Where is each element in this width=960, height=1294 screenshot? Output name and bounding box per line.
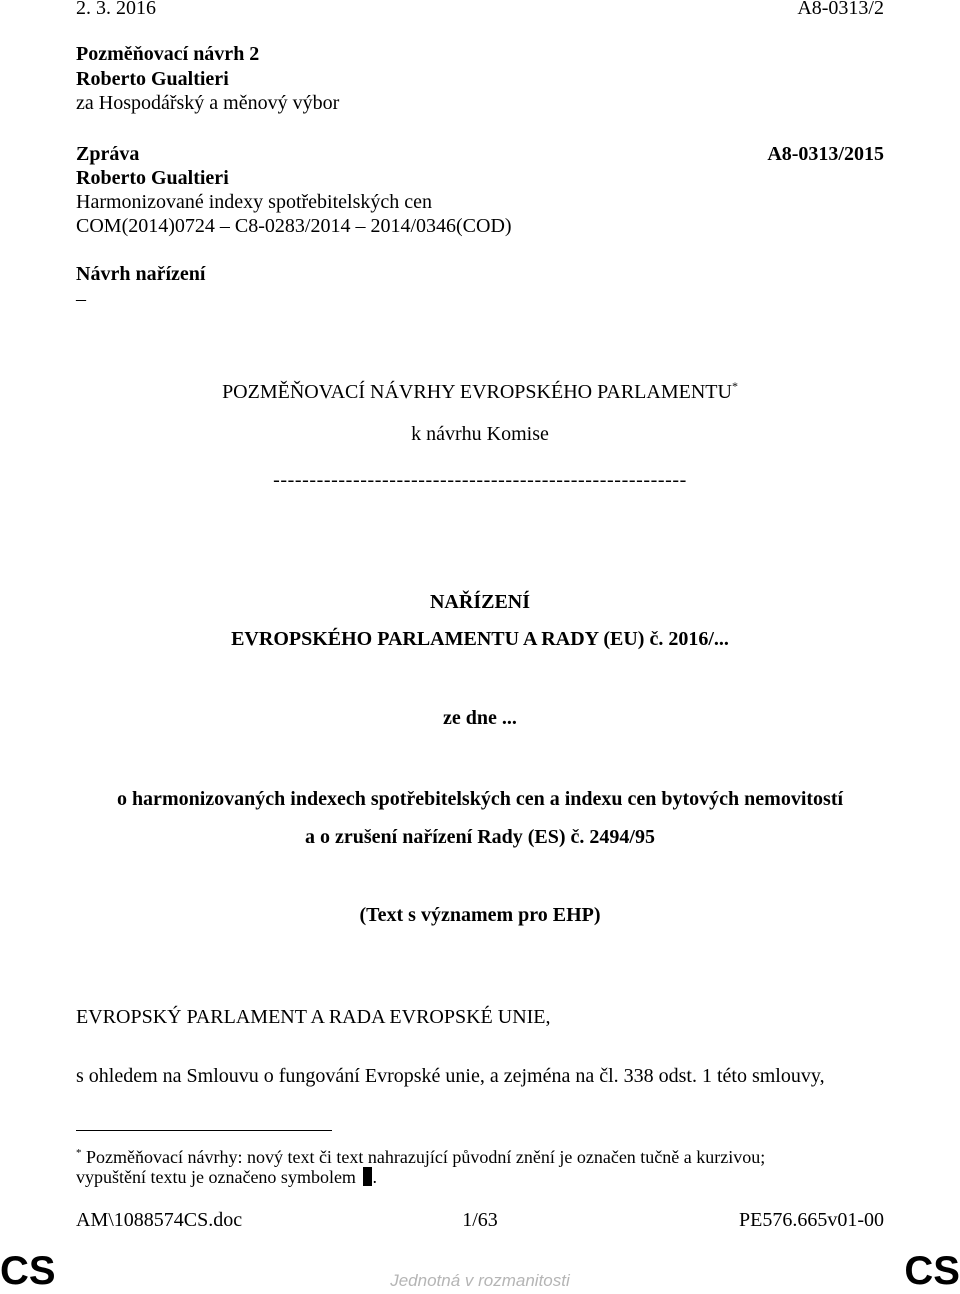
amendments-heading [0, 374, 960, 404]
heading-footnote-mark: * [731, 379, 738, 393]
footnote-line-2 [76, 1165, 377, 1189]
proposal-dash: – [76, 288, 86, 310]
footer-language-code-right: CS [904, 1249, 960, 1293]
footnote-mark: * [76, 1147, 82, 1159]
amendment-committee: za Hospodářský a měnový výbor [76, 92, 340, 114]
commission-proposal-subheading: k návrhu Komise [411, 423, 549, 445]
footer-motto: Jednotná v rozmanitosti [390, 1271, 570, 1290]
regulation-designation: EVROPSKÉHO PARLAMENTU A RADY (EU) č. 2016/... [231, 628, 729, 650]
report-label: Zpráva [76, 143, 140, 165]
report-reference: A8-0313/2015 [767, 143, 884, 165]
amendment-author: Roberto Gualtieri [76, 68, 229, 90]
regulation-subject-line-2: a o zrušení nařízení Rady (ES) č. 2494/95 [305, 826, 655, 848]
regulation-date-line: ze dne ... [443, 707, 517, 729]
document-date: 2. 3. 2016 [76, 0, 156, 19]
footnote-text-1: Pozměňovací návrhy: nový text či text nahrazující původní znění je označen tučně a kurzivou; [86, 1147, 766, 1167]
regulation-subject-line-1: o harmonizovaných indexech spotřebitelských cen a indexu cen bytových nemovitostí [116, 788, 844, 810]
separator-line: --------------------------------------------------------- [273, 469, 687, 491]
preamble: EVROPSKÝ PARLAMENT A RADA EVROPSKÉ UNIE, [76, 1006, 551, 1028]
amendment-title: Pozměňovací návrh 2 [76, 43, 260, 65]
report-author: Roberto Gualtieri [76, 167, 229, 189]
footer-page-number: 1/63 [462, 1209, 498, 1231]
document-reference: A8-0313/2 [797, 0, 884, 19]
footer-language-code-left: CS [0, 1249, 56, 1293]
footer-filename: AM\1088574CS.doc [76, 1209, 243, 1231]
report-subject: Harmonizované indexy spotřebitelských cen [76, 191, 432, 213]
amendments-heading-text: POZMĚŇOVACÍ NÁVRHY EVROPSKÉHO PARLAMENTU [222, 381, 732, 403]
footnote-separator [76, 1130, 332, 1131]
regulation-title: NAŘÍZENÍ [429, 591, 531, 613]
recital-legal-basis: s ohledem na Smlouvu o fungování Evropské unie, a zejména na čl. 338 odst. 1 této smlouvy, [76, 1065, 825, 1087]
footnote-text-2: vypuštění textu je označeno symbolem [76, 1167, 356, 1187]
footer-pe-reference: PE576.665v01-00 [739, 1209, 884, 1231]
footnote-text-2-end: . [372, 1167, 377, 1187]
eea-relevance-note: (Text s významem pro EHP) [359, 904, 601, 926]
proposal-label: Návrh nařízení [76, 263, 206, 285]
procedure-references: COM(2014)0724 – C8-0283/2014 – 2014/0346(COD) [76, 215, 512, 237]
